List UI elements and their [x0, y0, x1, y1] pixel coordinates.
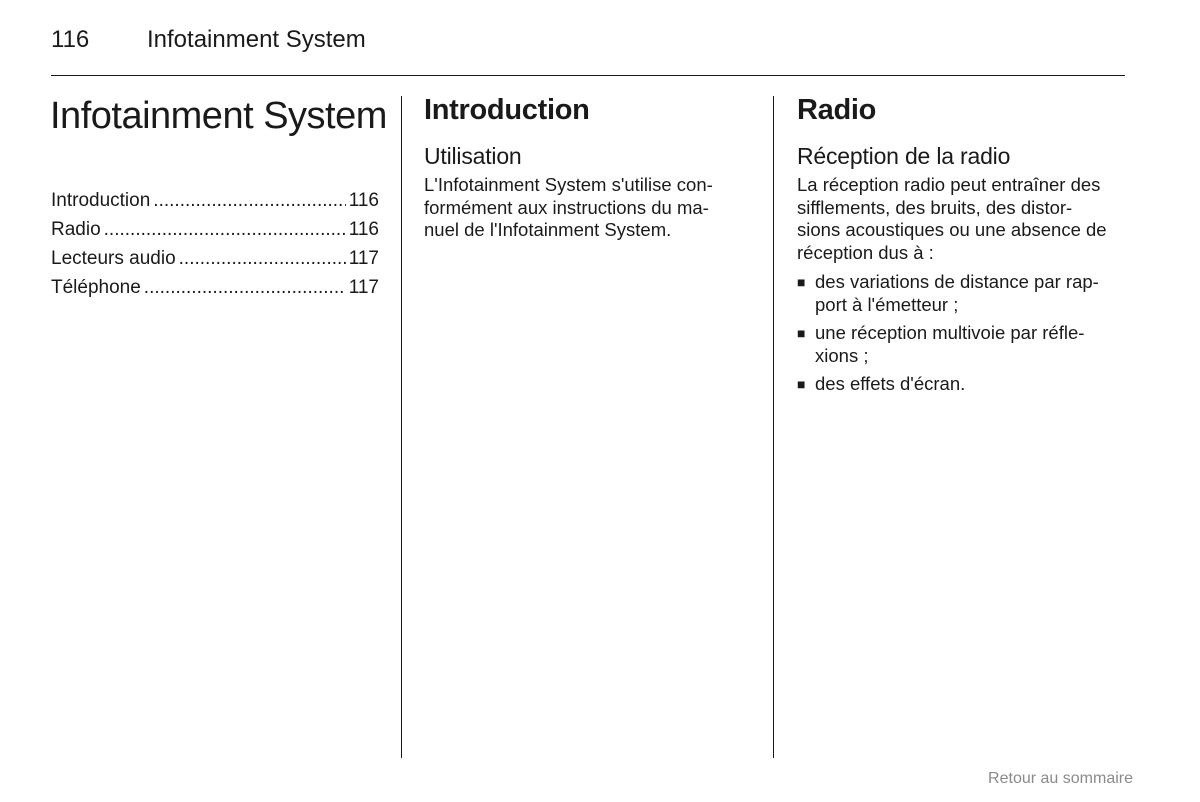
back-to-contents-link[interactable]: Retour au sommaire	[988, 770, 1133, 787]
toc-label: Introduction	[51, 190, 151, 211]
square-bullet-icon: ■	[797, 376, 806, 392]
toc-entry-introduction[interactable]	[51, 190, 379, 219]
text-line: des effets d'écran.	[815, 373, 966, 394]
section-title-radio: Radio	[797, 94, 877, 126]
header-rule	[51, 75, 1125, 76]
text-line: nuel de l'Infotainment System.	[424, 219, 672, 240]
radio-paragraph	[797, 174, 1127, 264]
text-line: sions acoustiques ou une absence de	[797, 219, 1107, 240]
column-divider	[401, 96, 402, 758]
radio-column	[797, 92, 1127, 402]
introduction-column	[424, 92, 736, 242]
subsection-title-utilisation: Utilisation	[424, 143, 522, 169]
list-item	[797, 373, 1127, 396]
toc-entry-lecteurs-audio[interactable]	[51, 248, 379, 277]
square-bullet-icon: ■	[797, 325, 806, 341]
square-bullet-icon: ■	[797, 274, 806, 290]
toc-label: Radio	[51, 219, 101, 240]
text-line: L'Infotainment System s'utilise con-	[424, 174, 713, 195]
page-number: 116	[51, 26, 90, 53]
page-header	[51, 26, 366, 56]
toc-entry-radio[interactable]	[51, 219, 379, 248]
bullet-list	[797, 271, 1127, 396]
subsection-title-reception: Réception de la radio	[797, 143, 1011, 169]
toc-leader	[144, 277, 346, 299]
text-line: sifflements, des bruits, des distor-	[797, 196, 1073, 218]
list-item-text	[815, 271, 1099, 316]
toc-leader	[104, 219, 346, 241]
text-line: port à l'émetteur ;	[815, 293, 959, 315]
toc-leader	[153, 190, 345, 212]
chapter-title: Infotainment System	[50, 95, 387, 137]
toc-page: 116	[348, 219, 379, 240]
text-line: une réception multivoie par réfle-	[815, 322, 1085, 343]
running-title: Infotainment System	[147, 26, 366, 53]
text-line: xions ;	[815, 344, 869, 366]
section-title-introduction: Introduction	[424, 94, 590, 126]
toc-entry-telephone[interactable]	[51, 277, 379, 306]
text-line: formément aux instructions du ma-	[424, 196, 709, 218]
table-of-contents	[51, 190, 379, 306]
text-line: des variations de distance par rap-	[815, 271, 1099, 292]
toc-label: Lecteurs audio	[51, 248, 176, 269]
text-line: réception dus à :	[797, 241, 934, 263]
toc-page: 116	[348, 190, 379, 211]
list-item-text	[815, 322, 1084, 367]
text-line: La réception radio peut entraîner des	[797, 174, 1101, 195]
list-item	[797, 322, 1127, 367]
introduction-paragraph	[424, 174, 736, 242]
chapter-column	[50, 92, 387, 306]
list-item-text	[815, 373, 965, 396]
toc-page: 117	[348, 248, 379, 269]
toc-leader	[179, 248, 346, 270]
column-divider	[773, 96, 774, 758]
toc-page: 117	[348, 277, 379, 298]
toc-label: Téléphone	[51, 277, 141, 298]
list-item	[797, 271, 1127, 316]
